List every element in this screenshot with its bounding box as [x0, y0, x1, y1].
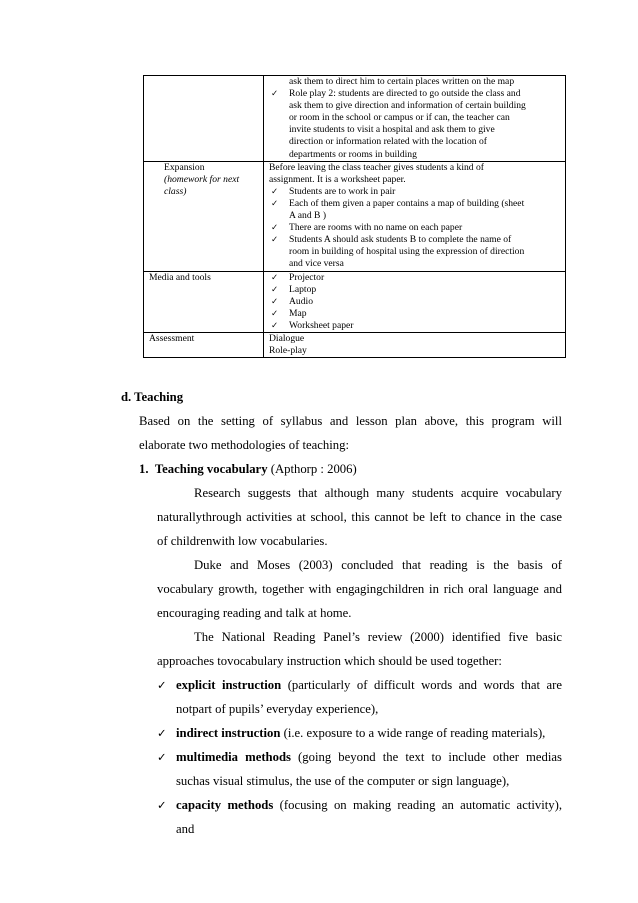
list-item — [269, 320, 563, 332]
bullet-line: and — [176, 822, 195, 836]
expansion-note: class) — [164, 185, 187, 197]
sub-heading-title: Teaching vocabulary — [154, 462, 268, 476]
check-mark-icon: ✓ — [157, 798, 167, 812]
expansion-list — [269, 186, 563, 271]
check-mark-icon: ✓ — [271, 320, 279, 331]
media-list — [269, 272, 563, 332]
sub-heading-number: 1. — [139, 462, 149, 476]
list-item-text: Audio — [289, 295, 313, 307]
expansion-intro: Before leaving the class teacher gives students a kind of — [269, 161, 484, 173]
bullet-line: explicit instruction (particularly of difficult words and words that are — [176, 678, 562, 692]
expansion-title: Expansion — [164, 161, 205, 173]
check-mark-icon: ✓ — [271, 223, 279, 234]
list-item-text: departments or rooms in building — [289, 148, 417, 160]
check-mark-icon: ✓ — [271, 284, 279, 295]
sub-heading — [139, 462, 357, 477]
body-paragraph-line: elaborate two methodologies of teaching: — [139, 438, 349, 452]
table-cell-right — [264, 161, 566, 271]
body-paragraph-line: Research suggests that although many students acquire vocabulary — [194, 486, 562, 500]
media-tools-label: Media and tools — [144, 271, 264, 332]
body-paragraph-line: naturallythrough activities at school, this cannot be left to chance in the case — [157, 510, 562, 524]
list-item — [269, 296, 563, 308]
body-paragraph-line: vocabulary growth, together with engagingchildren in rich oral language and — [157, 582, 562, 596]
check-mark-icon: ✓ — [271, 308, 279, 319]
list-item-text: Students are to work in pair — [289, 185, 396, 197]
table-row — [144, 271, 566, 332]
bullet-line: multimedia methods (going beyond the text to include other medias — [176, 750, 562, 764]
body-paragraph-line: Based on the setting of syllabus and lesson plan above, this program will — [139, 414, 562, 428]
body-paragraph-line: encouraging reading and talk at home. — [157, 606, 352, 620]
list-item — [269, 186, 563, 198]
body-paragraph-line: Duke and Moses (2003) concluded that reading is the basis of — [194, 558, 562, 572]
table-row — [144, 332, 566, 357]
list-item — [269, 222, 563, 234]
assessment-item: Dialogue — [269, 332, 305, 344]
table-cell-left — [144, 76, 264, 162]
expansion-intro: assignment. It is a worksheet paper. — [269, 173, 406, 185]
body-paragraph-line: approaches tovocabulary instruction which should be used together: — [157, 654, 502, 668]
list-item — [269, 308, 563, 320]
table-row — [144, 76, 566, 162]
check-mark-icon: ✓ — [271, 89, 279, 100]
role-play-list — [269, 88, 563, 161]
list-item — [269, 272, 563, 284]
check-mark-icon: ✓ — [271, 198, 279, 209]
list-item-text: Students A should ask students B to complete the name of — [289, 234, 512, 246]
check-mark-icon: ✓ — [271, 272, 279, 283]
assessment-label: Assessment — [144, 332, 264, 357]
list-item-text: ask them to give direction and information of certain building — [289, 100, 526, 112]
list-item-text: room in building of hospital using the expression of direction — [289, 246, 525, 258]
check-mark-icon: ✓ — [157, 726, 167, 740]
list-item — [269, 88, 563, 161]
table-cell-right — [264, 271, 566, 332]
sub-heading-citation: (Apthorp : 2006) — [267, 462, 357, 476]
table-cell-right — [264, 76, 566, 162]
list-item — [269, 234, 563, 270]
check-mark-icon: ✓ — [271, 235, 279, 246]
bullet-line: notpart of pupils’ everyday experience), — [176, 702, 379, 716]
list-item-text: A and B ) — [289, 210, 327, 222]
role-play-1-continuation: ask them to direct him to certain places written on the map — [289, 76, 515, 87]
check-mark-icon: ✓ — [157, 678, 167, 692]
assessment-item: Role-play — [269, 345, 307, 357]
body-paragraph-line: of childrenwith low vocabularies. — [157, 534, 328, 548]
list-item-text: Role play 2: students are directed to go outside the class and — [289, 88, 521, 100]
list-item-text: Laptop — [289, 283, 317, 295]
list-item — [269, 284, 563, 296]
lesson-plan-table — [143, 75, 566, 358]
check-mark-icon: ✓ — [157, 750, 167, 764]
list-item-text: Worksheet paper — [289, 319, 354, 331]
table-row — [144, 161, 566, 271]
list-item-text: Map — [289, 307, 307, 319]
body-paragraph-line: The National Reading Panel’s review (2000) identified five basic — [194, 630, 562, 644]
bullet-line: suchas visual stimulus, the use of the computer or sign language), — [176, 774, 510, 788]
section-heading: d. Teaching — [121, 390, 184, 404]
list-item — [269, 198, 563, 222]
bullet-line: capacity methods (focusing on making reading an automatic activity), — [176, 798, 563, 812]
bullet-line: indirect instruction (i.e. exposure to a wide range of reading materials), — [176, 726, 546, 740]
list-item-text: Projector — [289, 271, 325, 283]
list-item-text: invite students to visit a hospital and ask them to give — [289, 124, 495, 136]
list-item-text: or room in the school or campus or if can, the teacher can — [289, 112, 510, 124]
table-cell-right — [264, 332, 566, 357]
list-item-text: direction or information related with the location of — [289, 136, 487, 148]
list-item-text: There are rooms with no name on each paper — [289, 222, 463, 234]
expansion-label — [144, 161, 264, 271]
list-item-text: Each of them given a paper contains a map of building (sheet — [289, 197, 525, 209]
list-item-text: and vice versa — [289, 258, 344, 270]
check-mark-icon: ✓ — [271, 296, 279, 307]
expansion-note: (homework for next — [164, 173, 240, 185]
check-mark-icon: ✓ — [271, 186, 279, 197]
